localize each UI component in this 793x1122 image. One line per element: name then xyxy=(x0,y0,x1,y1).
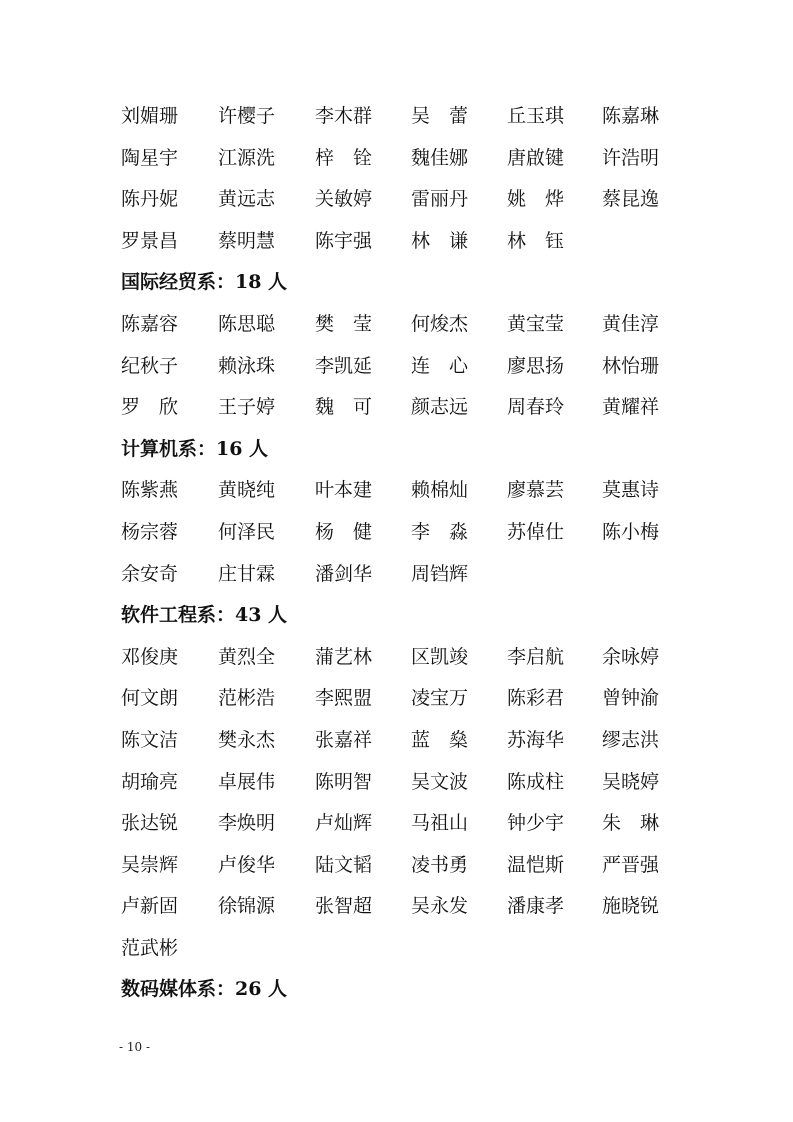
student-name: 梓 铨 xyxy=(315,146,373,169)
student-name: 严晋强 xyxy=(602,853,660,876)
student-name: 林 谦 xyxy=(411,229,469,252)
student-name: 蔡明慧 xyxy=(218,229,276,252)
student-name: 陈嘉容 xyxy=(121,312,179,335)
student-name: 钟少宇 xyxy=(507,812,565,835)
student-name: 纪秋子 xyxy=(121,354,179,377)
name-row xyxy=(121,678,681,720)
student-name: 朱 琳 xyxy=(602,812,660,835)
student-name: 关敏婷 xyxy=(315,188,373,211)
student-name: 陈思聪 xyxy=(218,312,276,335)
student-name: 范武彬 xyxy=(121,936,179,959)
student-name: 陈宇强 xyxy=(315,229,373,252)
student-name: 潘康孝 xyxy=(507,895,565,918)
student-name: 罗 欣 xyxy=(121,396,179,419)
student-name: 周铛辉 xyxy=(411,562,469,585)
student-name: 黄晓纯 xyxy=(218,479,276,502)
student-name: 马祖山 xyxy=(411,812,469,835)
student-name: 胡瑜亮 xyxy=(121,770,179,793)
name-row xyxy=(121,512,681,554)
student-name: 苏海华 xyxy=(507,728,565,751)
student-name: 凌宝万 xyxy=(411,687,469,710)
student-name: 吴崇辉 xyxy=(121,853,179,876)
student-name: 李焕明 xyxy=(218,812,276,835)
name-row xyxy=(121,845,681,887)
student-name: 余安奇 xyxy=(121,562,179,585)
student-name: 凌书勇 xyxy=(411,853,469,876)
student-name: 陈嘉琳 xyxy=(602,105,660,127)
student-name: 李 淼 xyxy=(411,520,469,543)
name-row xyxy=(121,928,681,970)
student-name: 李启航 xyxy=(507,645,565,668)
name-row xyxy=(121,762,681,804)
student-name: 杨宗蓉 xyxy=(121,520,179,543)
name-row xyxy=(121,221,681,263)
page-number: - 10 - xyxy=(119,1040,151,1054)
name-row xyxy=(121,470,681,512)
student-name: 卢俊华 xyxy=(218,853,276,876)
student-name: 吴晓婷 xyxy=(602,770,660,793)
student-name: 蒲艺林 xyxy=(315,645,373,668)
student-name: 吴永发 xyxy=(411,895,469,918)
student-name: 魏佳娜 xyxy=(411,146,469,169)
student-name: 陈明智 xyxy=(315,770,373,793)
student-name: 范彬浩 xyxy=(218,687,276,710)
student-name: 张智超 xyxy=(315,895,373,918)
student-name: 连 心 xyxy=(411,354,469,377)
student-name: 李木群 xyxy=(315,105,373,127)
student-name: 缪志洪 xyxy=(602,728,660,751)
student-name: 叶本建 xyxy=(315,479,373,502)
student-name: 许浩明 xyxy=(602,146,660,169)
student-name: 黄宝莹 xyxy=(507,312,565,335)
student-name: 樊 莹 xyxy=(315,312,373,335)
student-name: 何焌杰 xyxy=(411,312,469,335)
student-name: 邓俊庚 xyxy=(121,645,179,668)
student-name: 温恺斯 xyxy=(507,853,565,876)
student-name: 赖棉灿 xyxy=(411,479,469,502)
student-name: 唐啟键 xyxy=(507,146,565,169)
student-name: 陈文洁 xyxy=(121,728,179,751)
student-name: 吴 蕾 xyxy=(411,105,469,127)
student-name: 陈成柱 xyxy=(507,770,565,793)
department-heading: 计算机系：16 人 xyxy=(121,437,269,460)
student-name: 何文朗 xyxy=(121,687,179,710)
department-heading: 数码媒体系：26 人 xyxy=(121,978,288,1001)
student-name: 李凯延 xyxy=(315,354,373,377)
student-name: 许樱子 xyxy=(218,105,276,127)
name-row xyxy=(121,96,681,138)
student-name: 李熙盟 xyxy=(315,687,373,710)
department-heading: 软件工程系：43 人 xyxy=(121,604,288,627)
student-name: 樊永杰 xyxy=(218,728,276,751)
student-name: 罗景昌 xyxy=(121,229,179,252)
name-row xyxy=(121,387,681,429)
name-row xyxy=(121,554,681,596)
student-name: 廖思扬 xyxy=(507,354,565,377)
student-name: 江源洗 xyxy=(218,146,276,169)
student-name: 林怡珊 xyxy=(602,354,660,377)
student-name: 潘剑华 xyxy=(315,562,373,585)
student-name: 陈小梅 xyxy=(602,520,660,543)
student-name: 区凯竣 xyxy=(411,645,469,668)
name-row xyxy=(121,179,681,221)
student-name: 张达锐 xyxy=(121,812,179,835)
student-name: 杨 健 xyxy=(315,520,373,543)
student-name: 颜志远 xyxy=(411,396,469,419)
student-name: 陶星宇 xyxy=(121,146,179,169)
name-row xyxy=(121,803,681,845)
student-name: 赖泳珠 xyxy=(218,354,276,377)
name-row xyxy=(121,886,681,928)
student-name: 苏倬仕 xyxy=(507,520,565,543)
department-heading: 国际经贸系：18 人 xyxy=(121,271,288,294)
student-name: 丘玉琪 xyxy=(507,105,565,127)
student-name: 曾钟渝 xyxy=(602,687,660,710)
student-name: 黄耀祥 xyxy=(602,396,660,419)
student-name: 蔡昆逸 xyxy=(602,188,660,211)
student-name: 卢灿辉 xyxy=(315,812,373,835)
student-name: 周春玲 xyxy=(507,396,565,419)
student-name: 黄烈全 xyxy=(218,645,276,668)
name-row xyxy=(121,304,681,346)
student-name: 余咏婷 xyxy=(602,645,660,668)
student-name: 雷丽丹 xyxy=(411,188,469,211)
name-row xyxy=(121,346,681,388)
name-row xyxy=(121,138,681,180)
student-name: 黄佳淳 xyxy=(602,312,660,335)
student-name: 吴文波 xyxy=(411,770,469,793)
student-name: 魏 可 xyxy=(315,396,373,419)
student-name: 施晓锐 xyxy=(602,895,660,918)
student-name: 陈彩君 xyxy=(507,687,565,710)
name-row xyxy=(121,637,681,679)
student-name: 陆文韬 xyxy=(315,853,373,876)
student-name: 陈丹妮 xyxy=(121,188,179,211)
student-name: 林 钰 xyxy=(507,229,565,252)
student-name: 黄远志 xyxy=(218,188,276,211)
student-name: 卓展伟 xyxy=(218,770,276,793)
student-name: 卢新固 xyxy=(121,895,179,918)
student-name: 庄甘霖 xyxy=(218,562,276,585)
student-name: 王子婷 xyxy=(218,396,276,419)
name-list xyxy=(121,96,681,1011)
student-name: 莫惠诗 xyxy=(602,479,660,502)
student-name: 蓝 燊 xyxy=(411,728,469,751)
student-name: 姚 烨 xyxy=(507,188,565,211)
student-name: 何泽民 xyxy=(218,520,276,543)
student-name: 张嘉祥 xyxy=(315,728,373,751)
student-name: 刘媚珊 xyxy=(121,105,179,127)
student-name: 陈紫燕 xyxy=(121,479,179,502)
student-name: 廖慕芸 xyxy=(507,479,565,502)
student-name: 徐锦源 xyxy=(218,895,276,918)
name-row xyxy=(121,720,681,762)
